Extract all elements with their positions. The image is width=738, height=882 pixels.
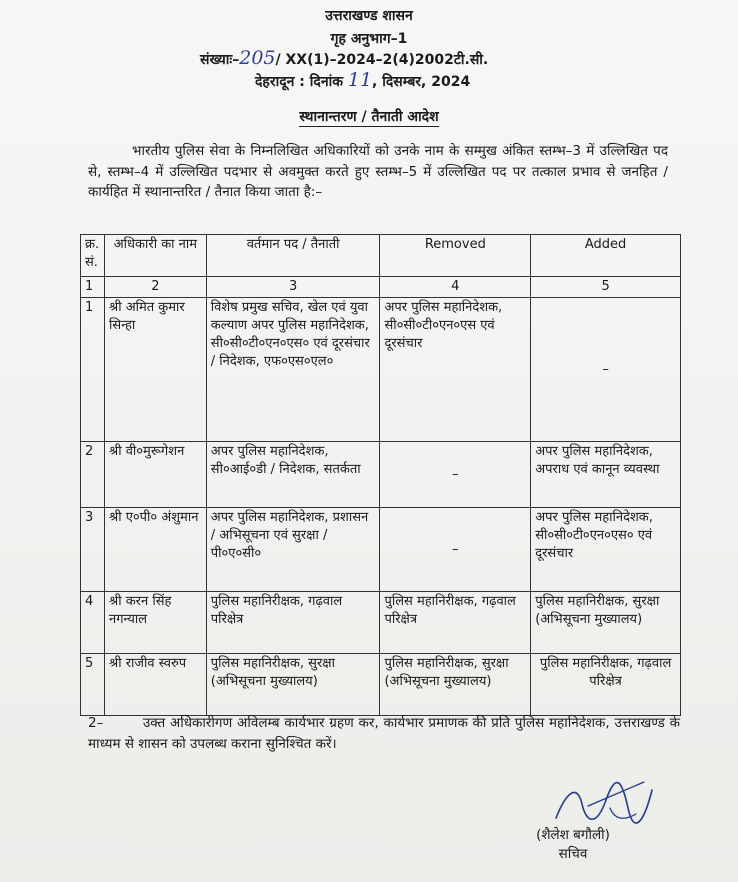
- paragraph-number: 2–: [88, 715, 104, 731]
- government-name: उत्तराखण्ड शासन: [325, 8, 413, 24]
- instruction-paragraph: [88, 713, 680, 754]
- column-number: 2: [104, 277, 206, 298]
- column-number: 1: [81, 277, 105, 298]
- current-post: पुलिस महानिरीक्षक, सुरक्षा (अभिसूचना मुख्यालय): [206, 654, 380, 716]
- removed-charge: –: [380, 508, 531, 592]
- department-name: गृह अनुभाग–1: [330, 31, 408, 47]
- officer-name: श्री वी०मुरूगेशन: [104, 442, 206, 508]
- subject-text: स्थानान्तरण / तैनाती आदेश: [299, 109, 439, 125]
- officer-name: श्री करन सिंह नगन्याल: [104, 592, 206, 654]
- row-serial: 4: [81, 592, 105, 654]
- signatory-name: (शैलेश बगौली): [536, 827, 610, 843]
- order-subject: [0, 107, 738, 126]
- transfer-table: [80, 234, 681, 716]
- row-serial: 1: [81, 298, 105, 442]
- date-handwritten-day: 11: [347, 69, 373, 91]
- table-header-row: [81, 235, 681, 277]
- intro-paragraph: भारतीय पुलिस सेवा के निम्नलिखित अधिकारियों को उनके नाम के सम्मुख अंकित स्तम्भ–3 में उल्लिखित पद से, स्तम्भ–4 में उल्लिखित पदभार से अवमुक्त करते हुए स्तम्भ–5 में उल्लिखित पद पर तत्काल प्रभाव से जनहित / कार्यहित में स्थानान्तरित / तैनात किया जाता है:–: [88, 143, 668, 200]
- header-current-post: वर्तमान पद / तैनाती: [206, 235, 380, 277]
- column-number: 4: [380, 277, 531, 298]
- removed-charge: पुलिस महानिरीक्षक, सुरक्षा (अभिसूचना मुख्यालय): [380, 654, 531, 716]
- removed-charge: –: [380, 442, 531, 508]
- officer-name: श्री राजीव स्वरुप: [104, 654, 206, 716]
- reference-suffix: / XX(1)–2024–2(4)2002टी.सी.: [275, 52, 489, 68]
- added-post: अपर पुलिस महानिदेशक, अपराध एवं कानून व्यवस्था: [531, 442, 681, 508]
- header-added: Added: [531, 235, 681, 277]
- officer-name: श्री ए०पी० अंशुमान: [104, 508, 206, 592]
- row-serial: 3: [81, 508, 105, 592]
- date-prefix: देहरादून : दिनांक: [255, 74, 343, 90]
- column-number-row: [81, 277, 681, 298]
- officer-name: श्री अमित कुमार सिन्हा: [104, 298, 206, 442]
- table-row: [81, 508, 681, 592]
- reference-prefix: संख्याः–: [200, 52, 240, 68]
- header-officer-name: अधिकारी का नाम: [104, 235, 206, 277]
- row-serial: 5: [81, 654, 105, 716]
- removed-charge: पुलिस महानिरीक्षक, गढ़वाल परिक्षेत्र: [380, 592, 531, 654]
- column-number: 3: [206, 277, 380, 298]
- current-post: अपर पुलिस महानिदेशक, प्रशासन / अभिसूचना एवं सुरक्षा / पी०ए०सी०: [206, 508, 380, 592]
- current-post: अपर पुलिस महानिदेशक, सी०आई०डी / निदेशक, सतर्कता: [206, 442, 380, 508]
- row-serial: 2: [81, 442, 105, 508]
- column-number: 5: [531, 277, 681, 298]
- table-row: [81, 592, 681, 654]
- added-post: –: [531, 298, 681, 442]
- header-removed: Removed: [380, 235, 531, 277]
- header-serial: क्र. सं.: [81, 235, 105, 277]
- added-post: पुलिस महानिरीक्षक, गढ़वाल परिक्षेत्र: [531, 654, 681, 716]
- table-row: [81, 654, 681, 716]
- issue-date: [255, 69, 605, 91]
- reference-number: [200, 47, 600, 69]
- current-post: पुलिस महानिरीक्षक, गढ़वाल परिक्षेत्र: [206, 592, 380, 654]
- reference-handwritten-number: 205: [239, 47, 276, 69]
- table-row: [81, 298, 681, 442]
- current-post: विशेष प्रमुख सचिव, खेल एवं युवा कल्याण अपर पुलिस महानिदेशक, सी०सी०टी०एन०एस० एवं दूरसंचार / निदेशक, एफ०एस०एल०: [206, 298, 380, 442]
- added-post: पुलिस महानिरीक्षक, सुरक्षा (अभिसूचना मुख्यालय): [531, 592, 681, 654]
- added-post: अपर पुलिस महानिदेशक, सी०सी०टी०एन०एस० एवं दूरसंचार: [531, 508, 681, 592]
- signatory-block: [518, 826, 628, 864]
- date-suffix: , दिसम्बर, 2024: [372, 74, 471, 90]
- signatory-designation: सचिव: [558, 846, 588, 862]
- table-row: [81, 442, 681, 508]
- paragraph-text: उक्त अधिकारीगण अविलम्ब कार्यभार ग्रहण कर, कार्यभार प्रमाणक की प्रति पुलिस महानिदेशक, उत्तराखण्ड के माध्यम से शासन को उपलब्ध कराना सुनिश्चित करें।: [88, 715, 680, 752]
- removed-charge: अपर पुलिस महानिदेशक, सी०सी०टी०एन०एस एवं दूरसंचार: [380, 298, 531, 442]
